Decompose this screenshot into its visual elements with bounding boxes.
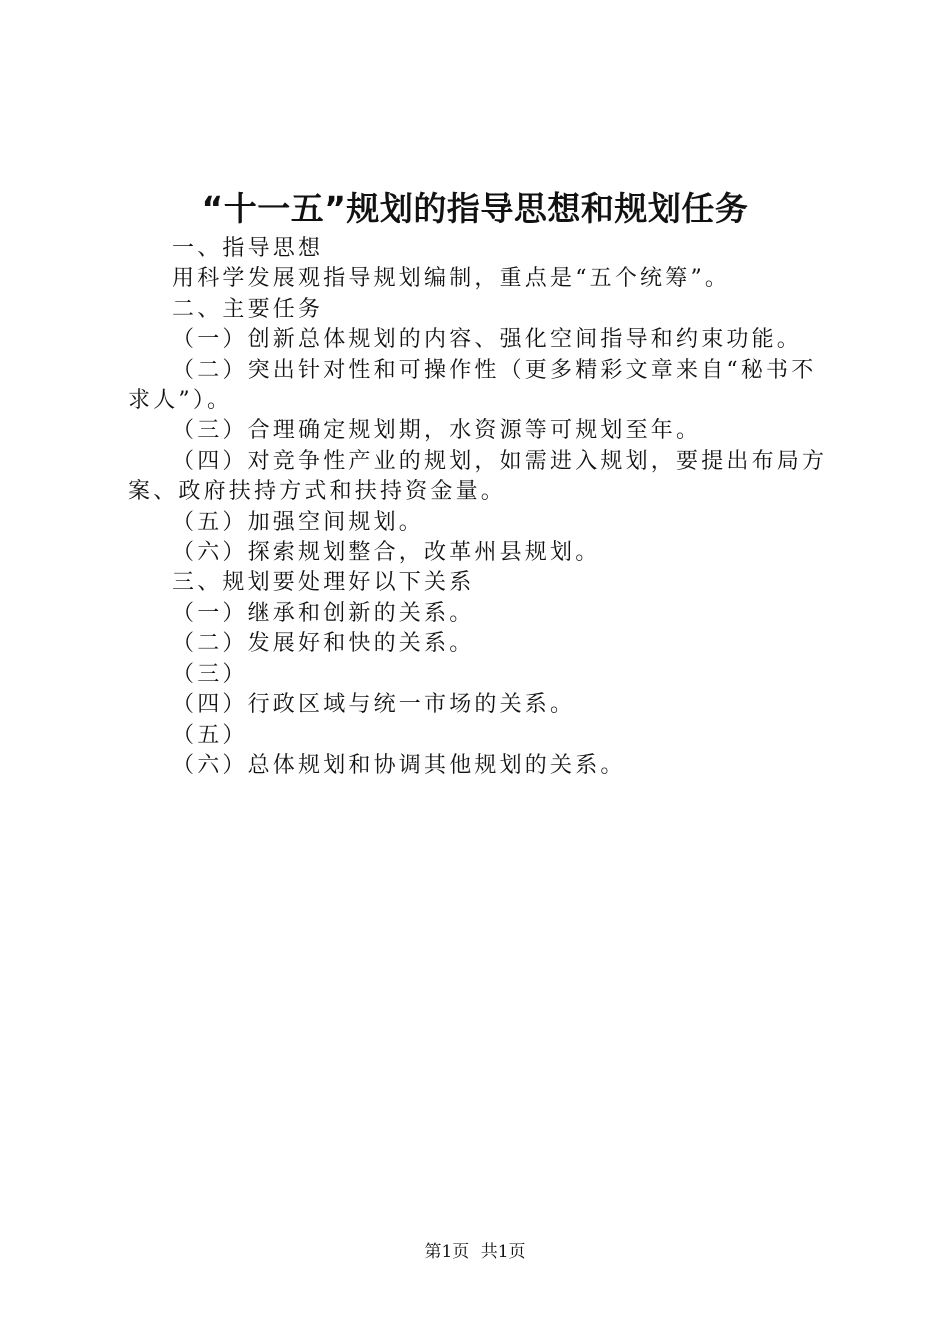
task-item-3: （三）合理确定规划期，水资源等可规划至年。 [172,418,702,444]
relationship-item-1: （一）继承和创新的关系。 [172,600,475,626]
task-item-4: （四）对竞争性产业的规划，如需进入规划，要提出布局方案、政府扶持方式和扶持资金量。 [128,448,828,505]
relationship-item-4: （四）行政区域与统一市场的关系。 [172,692,576,718]
section-heading-main-tasks: 二、主要任务 [172,296,324,322]
task-item-6: （六）探索规划整合，改革州县规划。 [172,540,601,566]
page-footer: 第1页 共1页 [424,1242,526,1262]
task-item-2: （二）突出针对性和可操作性（更多精彩文章来自“秘书不求人”）。 [128,357,817,414]
relationship-item-2: （二）发展好和快的关系。 [172,631,475,657]
section-heading-guiding-ideology: 一、指导思想 [172,236,324,261]
section-heading-relationships: 三、规划要处理好以下关系 [172,570,475,596]
relationship-item-5: （五） [172,722,248,748]
document-body [128,234,834,781]
task-item-5: （五）加强空间规划。 [172,509,425,535]
task-item-1: （一）创新总体规划的内容、强化空间指导和约束功能。 [172,327,803,353]
relationship-item-3: （三） [172,661,248,687]
relationship-item-6: （六）总体规划和协调其他规划的关系。 [172,752,626,778]
document-title: “十一五”规划的指导思想和规划任务 [201,189,749,228]
paragraph-guiding-ideology: 用科学发展观指导规划编制，重点是“五个统筹”。 [172,266,731,292]
